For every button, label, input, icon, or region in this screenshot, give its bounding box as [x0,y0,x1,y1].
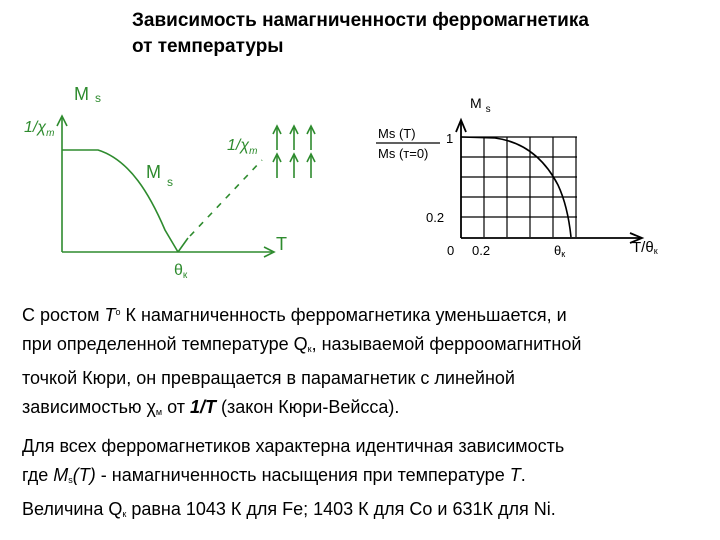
spin-arrows [273,126,315,178]
para1-line-3: точкой Кюри, он превращается в парамагнетик с линейной [22,368,515,388]
title-line-2: от температуры [132,36,284,57]
title-line-1: Зависимость намагниченности ферромагнетика [132,10,589,31]
paragraph-curie-point [22,298,712,427]
label-ms-top: Ms [74,84,101,105]
label-y-one: 1 [446,131,454,146]
label-y-02: 0.2 [426,210,445,225]
para1-line-2: при определенной температуре $Q_к$, называемой ферроомагнитной [22,334,582,354]
para2-line-2: где $M_s(T)$ - намагниченность насыщения при температуре T. [22,465,526,485]
label-chi-left: $1/\chi_m$ [24,119,55,139]
ms-curve-tail [178,238,188,252]
label-ms-curve: M $_s$ [146,162,173,189]
chi-dashed-line [190,160,262,236]
para2-line-3: Величина $Q_к$ равна 1043 К для Fe; 1403 К для Co и 631К для Ni. [22,499,556,519]
label-ratio-den: Ms (т=0) [378,146,429,161]
label-theta-left: θк [174,262,188,281]
label-chi-right: $1/\chi_m$ [227,137,258,157]
label-t-axis: T [276,234,287,254]
para2-line-1: Для всех ферромагнетиков характерна идентичная зависимость [22,436,565,456]
para1-line-4: зависимостью $\chi_м$ от 1/T (закон Кюри-Вейсса). [22,397,400,417]
label-origin: 0 [447,243,455,258]
paragraph-saturation [22,432,712,529]
label-t-over-theta: T/θк [632,239,658,256]
label-theta-right: θк [554,243,566,259]
label-ms-axis: M $_s$ [470,95,491,115]
para1-line-1: С ростом $T^o$ К намагниченность ферромагнетика уменьшается, и [22,305,567,325]
label-x-02: 0.2 [472,243,491,258]
label-ratio-num: Ms (T) [378,126,416,141]
